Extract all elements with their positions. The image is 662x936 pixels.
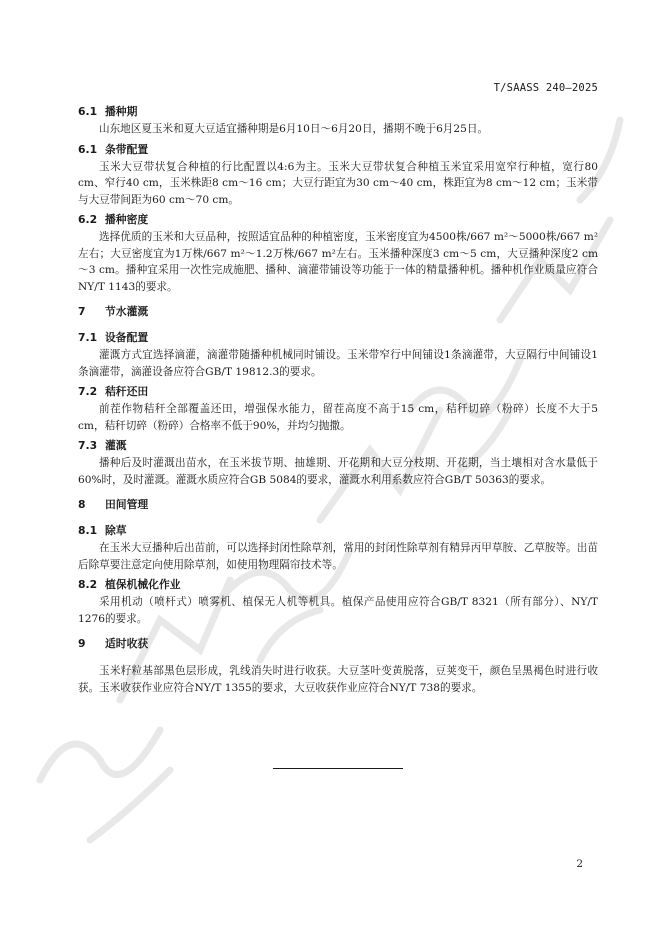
section-number: 8.2 (78, 578, 98, 591)
section-number: 9 (78, 637, 86, 650)
paragraph: 在玉米大豆播种后出苗前，可以选择封闭性除草剂，常用的封闭性除草剂有精异丙甲草胺、乙草胺等。出苗后除草要注意定向使用除草剂，如使用物理隔帘技术等。 (78, 542, 598, 571)
section-number: 7 (78, 305, 86, 318)
section-number: 8 (78, 498, 86, 511)
section-number: 6.2 (78, 213, 98, 226)
section-title: 秸秆还田 (105, 385, 149, 398)
section-title: 设备配置 (105, 331, 149, 344)
section-heading (78, 103, 598, 121)
paragraph: 灌溉方式宜选择滴灌，滴灌带随播种机械同时铺设。玉米带窄行中间铺设1条滴灌带，大豆隔行中间铺设1条滴灌带，滴灌设备应符合GB/T 19812.3的要求。 (78, 349, 598, 378)
section-title: 灌溉 (105, 439, 127, 452)
paragraph: 采用机动（喷杆式）喷雾机、植保无人机等机具。植保产品使用应符合GB/T 8321（所有部分）、NY/T 1276的要求。 (78, 596, 598, 625)
section-title: 适时收获 (105, 637, 149, 650)
section-number: 6.1 (78, 142, 98, 156)
paragraph: 玉米籽粒基部黑色层形成，乳线消失时进行收获。大豆茎叶变黄脱落，豆荚变干，颜色呈黑褐色时进行收获。玉米收获作业应符合NY/T 1355的要求，大豆收获作业应符合NY/T 738的要求。 (78, 665, 598, 694)
section-title: 播种期 (105, 105, 138, 118)
paragraph: 播种后及时灌溉出苗水，在玉米拔节期、抽雄期、开花期和大豆分枝期、开花期，当土壤相对含水量低于60%时，及时灌溉。灌溉水质应符合GB 5084的要求，灌溉水利用系数应符合GB/T 50363的要求。 (78, 457, 598, 486)
end-rule (273, 768, 403, 769)
section-number: 7.1 (78, 331, 98, 344)
section-heading (78, 141, 598, 159)
section-title: 除草 (105, 524, 127, 537)
section-heading (78, 329, 598, 347)
section-title: 田间管理 (105, 498, 149, 511)
section-number: 8.1 (78, 524, 98, 537)
section-heading (78, 211, 598, 229)
section-heading (78, 383, 598, 401)
document-body (78, 103, 598, 699)
section-number: 7.2 (78, 385, 98, 398)
chapter-heading (78, 303, 598, 321)
page-number: 2 (576, 858, 583, 870)
section-number: 7.3 (78, 439, 98, 452)
paragraph: 前茬作物秸秆全部覆盖还田，增强保水能力，留茬高度不高于15 cm，秸秆切碎（粉碎）长度不大于5 cm，秸秆切碎（粉碎）合格率不低于90%，并均匀抛撒。 (78, 403, 598, 432)
section-heading (78, 437, 598, 455)
chapter-heading (78, 635, 598, 653)
section-title: 播种密度 (105, 213, 149, 226)
paragraph: 山东地区夏玉米和夏大豆适宜播种期是6月10日～6月20日，播期不晚于6月25日。 (99, 123, 489, 135)
section-number: 6.1 (78, 105, 98, 118)
paragraph: 选择优质的玉米和大豆品种，按照适宜品种的种植密度，玉米密度宜为4500株/667 m²～5000株/667 m²左右；大豆密度宜为1万株/667 m²～1.2万株/667 m²左右。玉米播种深度3 cm～5 cm，大豆播种深度2 cm～3 cm。播种宜采用一次性完成施肥、播种、滴灌带铺设等功能于一体的精量播种机。播种机作业质量应符合NY/T 1143的要求。 (78, 231, 598, 293)
section-heading (78, 522, 598, 540)
section-title: 条带配置 (105, 142, 149, 156)
section-title: 植保机械化作业 (105, 578, 181, 591)
paragraph: 玉米大豆带状复合种植的行比配置以4:6为主。玉米大豆带状复合种植玉米宜采用宽窄行种植，宽行80 cm、窄行40 cm，玉米株距8 cm～16 cm；大豆行距宜为30 cm～40 cm，株距宜为8 cm～12 cm；玉米带与大豆带间距为60 cm～70 cm。 (78, 160, 598, 206)
section-heading (78, 576, 598, 594)
section-title: 节水灌溉 (105, 305, 149, 318)
document-code: T/SAASS 240—2025 (493, 82, 598, 94)
chapter-heading (78, 496, 598, 514)
